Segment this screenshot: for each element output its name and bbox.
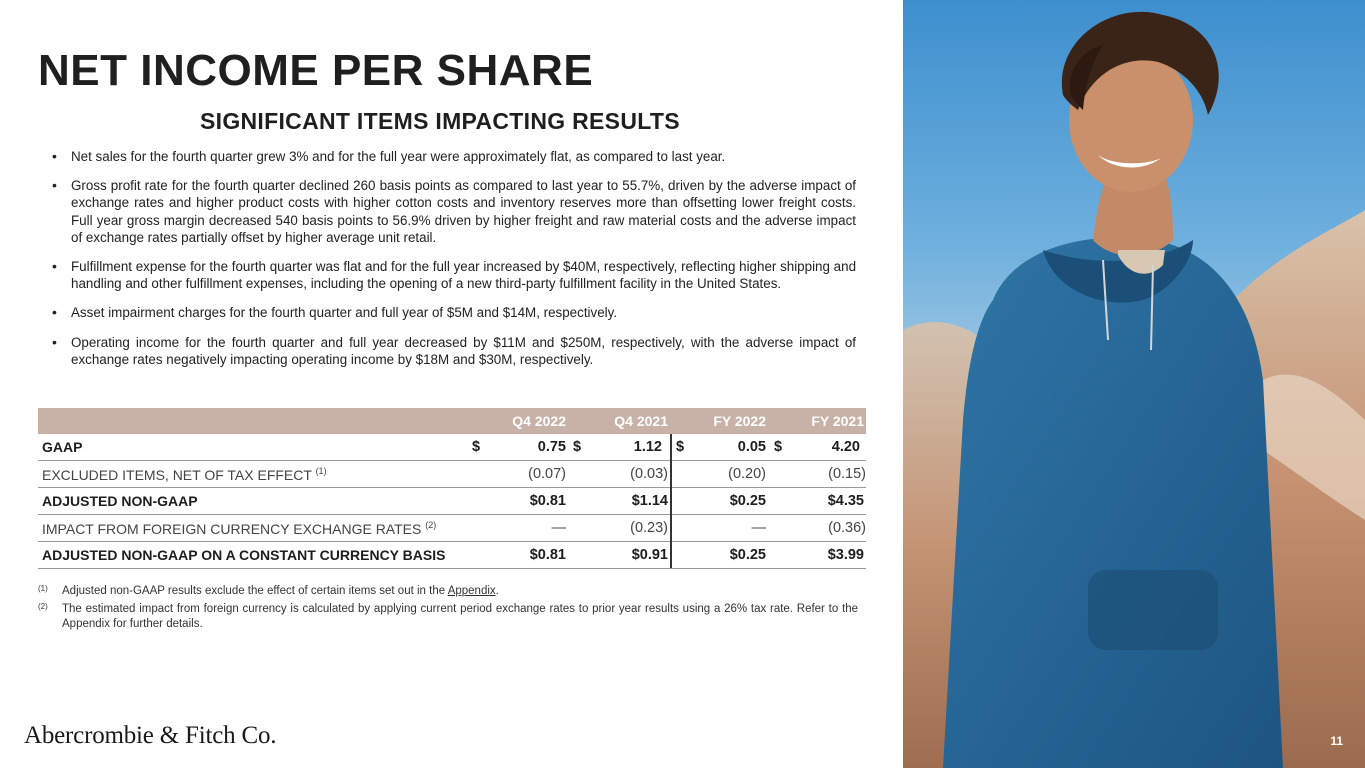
footnote-1 bbox=[38, 584, 858, 599]
photo-illustration bbox=[903, 0, 1365, 768]
cell-fy-2022: $0.25 bbox=[729, 547, 766, 563]
col-header-fy-2022: FY 2022 bbox=[713, 413, 766, 429]
cell-q4-2021: $0.91 bbox=[631, 547, 668, 563]
table-row bbox=[38, 488, 866, 515]
row-label bbox=[42, 466, 327, 483]
footnote-text: Adjusted non-GAAP results exclude the effect of certain items set out in the bbox=[62, 585, 448, 597]
column-divider bbox=[670, 434, 672, 568]
page-title: NET INCOME PER SHARE bbox=[38, 46, 594, 95]
company-logo: Abercrombie & Fitch Co. bbox=[24, 722, 277, 749]
table-row bbox=[38, 542, 866, 569]
bullet-item: • Asset impairment charges for the fourth quarter and full year of $5M and $14M, respectively. bbox=[52, 304, 856, 321]
cell-q4-2022: — bbox=[551, 520, 566, 536]
cell-q4-2022: 0.75 bbox=[537, 439, 566, 455]
eps-table bbox=[38, 408, 866, 569]
cell-q4-2021: 1.12 bbox=[633, 439, 662, 455]
cell-q4-2021: $1.14 bbox=[631, 493, 668, 509]
section-subtitle: SIGNIFICANT ITEMS IMPACTING RESULTS bbox=[200, 108, 680, 134]
model-photo bbox=[903, 0, 1365, 768]
footnotes bbox=[38, 584, 858, 635]
cell-fy-2021: $4.35 bbox=[827, 493, 864, 509]
appendix-link[interactable]: Appendix bbox=[447, 585, 496, 597]
dollar-sign: $ bbox=[774, 439, 783, 455]
bullet-item: • Operating income for the fourth quarter and full year decreased by $11M and $250M, respectively, with the adverse impact of exchange rates negatively impacting operating income by $18M and $30M, respectively. bbox=[52, 334, 856, 368]
cell-fy-2021: 4.20 bbox=[831, 439, 860, 455]
col-header-fy-2021: FY 2021 bbox=[811, 413, 864, 429]
cell-fy-2021: (0.36) bbox=[828, 520, 866, 536]
cell-fy-2022: $0.25 bbox=[729, 493, 766, 509]
row-label: GAAP bbox=[42, 439, 83, 455]
cell-fy-2021: $3.99 bbox=[827, 547, 864, 563]
bullet-list bbox=[52, 148, 856, 380]
row-label: ADJUSTED NON-GAAP bbox=[42, 493, 198, 509]
dollar-sign: $ bbox=[472, 439, 481, 455]
table-header bbox=[38, 408, 866, 434]
footnote-marker: (2) bbox=[38, 602, 48, 611]
cell-q4-2021: (0.23) bbox=[630, 520, 668, 536]
footnote-marker: (1) bbox=[38, 584, 48, 593]
table-row bbox=[38, 461, 866, 488]
footnote-text-end: . bbox=[495, 585, 499, 597]
col-header-q4-2022: Q4 2022 bbox=[512, 413, 566, 429]
footnote-ref: (2) bbox=[425, 520, 437, 530]
dollar-sign: $ bbox=[573, 439, 582, 455]
page-number: 11 bbox=[1330, 734, 1343, 748]
cell-fy-2021: (0.15) bbox=[828, 466, 866, 482]
row-label-text: IMPACT FROM FOREIGN CURRENCY EXCHANGE RATES bbox=[42, 521, 422, 537]
cell-fy-2022: (0.20) bbox=[728, 466, 766, 482]
row-label bbox=[42, 520, 436, 537]
footnote-text: The estimated impact from foreign currency is calculated by applying current period exchange rates to prior year results using a 26% tax rate. Refer to the Appendix for further details. bbox=[62, 603, 858, 630]
col-header-q4-2021: Q4 2021 bbox=[614, 413, 668, 429]
cell-q4-2022: $0.81 bbox=[529, 547, 566, 563]
dollar-sign: $ bbox=[676, 439, 685, 455]
table-row bbox=[38, 515, 866, 542]
cell-q4-2021: (0.03) bbox=[630, 466, 668, 482]
footnote-2 bbox=[38, 602, 858, 632]
cell-q4-2022: (0.07) bbox=[528, 466, 566, 482]
row-label: ADJUSTED NON-GAAP ON A CONSTANT CURRENCY BASIS bbox=[42, 547, 446, 563]
cell-q4-2022: $0.81 bbox=[529, 493, 566, 509]
table-row bbox=[38, 434, 866, 461]
cell-fy-2022: — bbox=[751, 520, 766, 536]
bullet-item: • Net sales for the fourth quarter grew 3% and for the full year were approximately flat, as compared to last year. bbox=[52, 148, 856, 165]
footnote-ref: (1) bbox=[315, 466, 327, 476]
bullet-item: • Fulfillment expense for the fourth quarter was flat and for the full year increased by $40M, respectively, reflecting higher shipping and handling and other fulfillment expenses, including the opening of a new third-party fulfillment facility in the United States. bbox=[52, 258, 856, 292]
bullet-item: • Gross profit rate for the fourth quarter declined 260 basis points as compared to last year to 55.7%, driven by the adverse impact of exchange rates and higher product costs with higher cotton costs and inventory reserves more than offsetting lower freight costs. Full year gross margin decreased 540 basis points to 56.9% driven by higher freight and raw material costs and the adverse impact of exchange rates partially offset by higher average unit retail. bbox=[52, 177, 856, 246]
cell-fy-2022: 0.05 bbox=[737, 439, 766, 455]
row-label-text: EXCLUDED ITEMS, NET OF TAX EFFECT bbox=[42, 467, 312, 483]
